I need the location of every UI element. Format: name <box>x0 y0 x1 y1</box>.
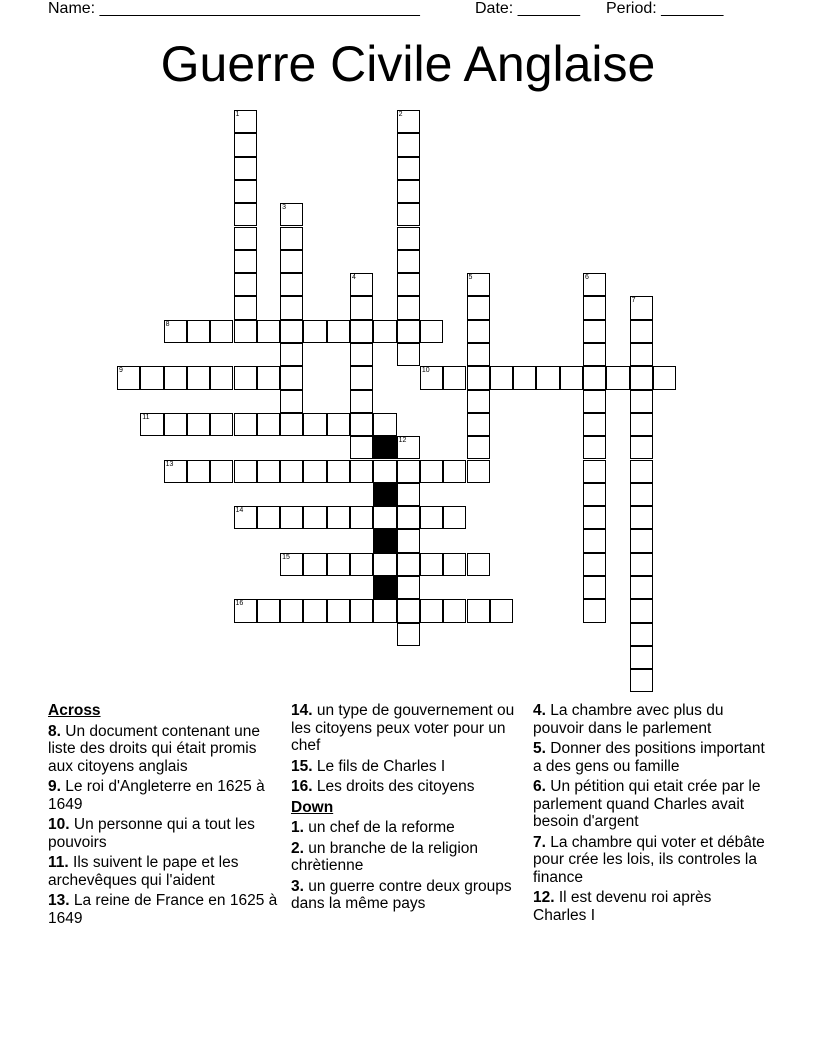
cell-number: 14 <box>235 507 244 515</box>
clue-number: 5. <box>533 740 546 757</box>
crossword-cell[interactable] <box>630 553 653 576</box>
crossword-cell[interactable] <box>630 646 653 669</box>
crossword-black-cell <box>373 529 396 552</box>
crossword-cell[interactable] <box>350 320 373 343</box>
crossword-cell[interactable] <box>583 366 606 389</box>
crossword-cell[interactable] <box>234 273 257 296</box>
clue-text: Ils suivent le pape et les archevêques qui l'aident <box>48 854 239 889</box>
crossword-cell[interactable] <box>234 320 257 343</box>
crossword-cell[interactable] <box>164 366 187 389</box>
crossword-cell[interactable] <box>373 506 396 529</box>
cell-number: 12 <box>398 437 407 445</box>
crossword-cell[interactable] <box>467 436 490 459</box>
crossword-cell[interactable] <box>350 436 373 459</box>
crossword-cell[interactable] <box>420 320 443 343</box>
clue-across-14 <box>291 702 523 755</box>
crossword-cell[interactable] <box>303 553 326 576</box>
crossword-cell[interactable] <box>583 483 606 506</box>
crossword-cell[interactable] <box>443 553 466 576</box>
crossword-cell[interactable] <box>350 553 373 576</box>
clues-column-3 <box>533 702 765 927</box>
crossword-cell[interactable] <box>187 413 210 436</box>
crossword-cell[interactable] <box>560 366 583 389</box>
cell-number: 16 <box>235 600 244 608</box>
clue-number: 13. <box>48 892 70 909</box>
crossword-cell[interactable] <box>630 506 653 529</box>
crossword-black-cell <box>373 483 396 506</box>
crossword-cell[interactable] <box>280 460 303 483</box>
crossword-cell[interactable] <box>397 529 420 552</box>
clue-text: La chambre qui voter et débâte pour crée les lois, ils controles la finance <box>533 833 765 886</box>
clue-text: un chef de la reforme <box>308 819 455 836</box>
crossword-cell[interactable] <box>583 529 606 552</box>
crossword-cell[interactable] <box>397 133 420 156</box>
clues-column-1 <box>48 702 280 930</box>
crossword-cell[interactable] <box>397 623 420 646</box>
clue-number: 8. <box>48 722 61 740</box>
crossword-cell[interactable] <box>257 366 280 389</box>
clue-text: Donner des positions important a des gens ou famille <box>533 740 765 775</box>
crossword-cell[interactable] <box>583 506 606 529</box>
crossword-cell[interactable] <box>234 227 257 250</box>
crossword-cell[interactable] <box>234 296 257 319</box>
clue-text: un type de gouvernement ou les citoyens peux voter pour un chef <box>291 702 515 754</box>
crossword-cell[interactable] <box>397 320 420 343</box>
clue-text: Il est devenu roi après Charles I <box>533 889 712 924</box>
crossword-cell[interactable] <box>327 460 350 483</box>
crossword-cell[interactable] <box>583 343 606 366</box>
clue-across-11 <box>48 854 280 889</box>
crossword-cell[interactable] <box>234 110 257 133</box>
crossword-cell[interactable] <box>583 599 606 622</box>
crossword-cell[interactable] <box>583 390 606 413</box>
crossword-cell[interactable] <box>327 553 350 576</box>
clue-down-2 <box>291 840 523 875</box>
crossword-cell[interactable] <box>373 320 396 343</box>
crossword-cell[interactable] <box>397 273 420 296</box>
clue-number: 11. <box>48 854 69 871</box>
crossword-cell[interactable] <box>373 599 396 622</box>
clue-down-3 <box>291 878 523 913</box>
crossword-cell[interactable] <box>327 320 350 343</box>
crossword-cell[interactable] <box>467 320 490 343</box>
crossword-cell[interactable] <box>187 366 210 389</box>
page-title: Guerre Civile Anglaise <box>160 36 656 92</box>
clue-text: Un pétition qui etait crée par le parlement quand Charles avait besoin d'argent <box>533 778 761 830</box>
crossword-cell[interactable] <box>397 506 420 529</box>
clue-down-7 <box>533 834 765 887</box>
period-field[interactable]: Period: _______ <box>606 0 724 17</box>
crossword-cell[interactable] <box>397 203 420 226</box>
crossword-cell[interactable] <box>257 320 280 343</box>
crossword-cell[interactable] <box>397 599 420 622</box>
crossword-cell[interactable] <box>630 320 653 343</box>
crossword-cell[interactable] <box>397 157 420 180</box>
crossword-cell[interactable] <box>397 110 420 133</box>
clue-number: 15. <box>291 757 313 775</box>
crossword-cell[interactable] <box>420 366 443 389</box>
crossword-cell[interactable] <box>257 460 280 483</box>
clue-number: 10. <box>48 816 70 833</box>
clues-column-2 <box>291 702 523 916</box>
clue-across-9 <box>48 778 280 813</box>
clue-number: 9. <box>48 778 61 795</box>
crossword-cell[interactable] <box>467 413 490 436</box>
clue-number: 6. <box>533 778 546 795</box>
clue-number: 16. <box>291 778 313 795</box>
crossword-cell[interactable] <box>583 296 606 319</box>
crossword-cell[interactable] <box>513 366 536 389</box>
crossword-cell[interactable] <box>397 436 420 459</box>
crossword-cell[interactable] <box>490 599 513 622</box>
crossword-cell[interactable] <box>630 296 653 319</box>
crossword-cell[interactable] <box>397 296 420 319</box>
crossword-cell[interactable] <box>536 366 559 389</box>
crossword-cell[interactable] <box>140 413 163 436</box>
crossword-cell[interactable] <box>467 599 490 622</box>
cell-number: 2 <box>398 111 403 118</box>
crossword-cell[interactable] <box>467 296 490 319</box>
clue-text: La chambre avec plus du pouvoir dans le parlement <box>533 702 724 737</box>
clues-section <box>0 700 816 1040</box>
crossword-cell[interactable] <box>583 320 606 343</box>
crossword-cell[interactable] <box>210 413 233 436</box>
crossword-cell[interactable] <box>257 599 280 622</box>
crossword-cell[interactable] <box>234 180 257 203</box>
crossword-cell[interactable] <box>630 366 653 389</box>
crossword-cell[interactable] <box>467 460 490 483</box>
crossword-cell[interactable] <box>397 576 420 599</box>
cell-number: 6 <box>585 274 589 282</box>
crossword-cell[interactable] <box>420 460 443 483</box>
crossword-cell[interactable] <box>467 366 490 389</box>
clue-number: 4. <box>533 702 546 719</box>
clue-text: La reine de France en 1625 à 1649 <box>48 892 278 927</box>
crossword-cell[interactable] <box>350 296 373 319</box>
crossword-cell[interactable] <box>234 203 257 226</box>
clue-down-1 <box>291 819 523 837</box>
crossword-cell[interactable] <box>164 320 187 343</box>
clue-across-16 <box>291 778 523 796</box>
clue-text: Le roi d'Angleterre en 1625 à 1649 <box>48 778 265 813</box>
crossword-cell[interactable] <box>280 227 303 250</box>
crossword-cell[interactable] <box>280 599 303 622</box>
crossword-cell[interactable] <box>280 553 303 576</box>
crossword-cell[interactable] <box>420 599 443 622</box>
clue-text: un branche de la religion chrètienne <box>291 839 479 874</box>
cell-number: 10 <box>421 367 430 375</box>
clue-across-13 <box>48 892 280 927</box>
crossword-cell[interactable] <box>350 343 373 366</box>
crossword-cell[interactable] <box>350 366 373 389</box>
crossword-cell[interactable] <box>373 553 396 576</box>
crossword-cell[interactable] <box>117 366 140 389</box>
crossword-cell[interactable] <box>280 343 303 366</box>
crossword-cell[interactable] <box>583 413 606 436</box>
crossword-cell[interactable] <box>210 366 233 389</box>
clue-number: 2. <box>291 839 304 857</box>
crossword-cell[interactable] <box>583 273 606 296</box>
crossword-cell[interactable] <box>583 436 606 459</box>
crossword-cell[interactable] <box>187 460 210 483</box>
crossword-cell[interactable] <box>467 343 490 366</box>
crossword-cell[interactable] <box>630 669 653 692</box>
clue-number: 7. <box>533 833 546 851</box>
crossword-cell[interactable] <box>164 413 187 436</box>
crossword-cell[interactable] <box>630 436 653 459</box>
crossword-cell[interactable] <box>350 413 373 436</box>
crossword-cell[interactable] <box>397 343 420 366</box>
crossword-cell[interactable] <box>350 390 373 413</box>
cell-number: 9 <box>119 367 123 375</box>
crossword-cell[interactable] <box>280 320 303 343</box>
crossword-cell[interactable] <box>443 366 466 389</box>
crossword-cell[interactable] <box>443 599 466 622</box>
crossword-cell[interactable] <box>210 320 233 343</box>
cell-number: 1 <box>235 111 240 118</box>
crossword-cell[interactable] <box>630 599 653 622</box>
crossword-cell[interactable] <box>303 413 326 436</box>
crossword-cell[interactable] <box>234 460 257 483</box>
clue-across-10 <box>48 816 280 851</box>
clue-number: 3. <box>291 877 304 895</box>
crossword-cell[interactable] <box>257 413 280 436</box>
clue-number: 1. <box>291 819 304 836</box>
crossword-cell[interactable] <box>327 506 350 529</box>
crossword-cell[interactable] <box>443 506 466 529</box>
clue-text: Un personne qui a tout les pouvoirs <box>48 816 255 851</box>
cell-number: 3 <box>282 204 286 212</box>
crossword-cell[interactable] <box>397 180 420 203</box>
clue-text: Les droits des citoyens <box>316 778 475 795</box>
crossword-cell[interactable] <box>420 506 443 529</box>
crossword-cell[interactable] <box>303 599 326 622</box>
crossword-cell[interactable] <box>653 366 676 389</box>
crossword-cell[interactable] <box>327 413 350 436</box>
crossword-cell[interactable] <box>280 203 303 226</box>
crossword-cell[interactable] <box>234 599 257 622</box>
crossword-cell[interactable] <box>234 133 257 156</box>
crossword-cell[interactable] <box>397 460 420 483</box>
clue-across-15 <box>291 758 523 776</box>
crossword-cell[interactable] <box>303 506 326 529</box>
crossword-cell[interactable] <box>490 366 513 389</box>
crossword-cell[interactable] <box>234 506 257 529</box>
cell-number: 11 <box>142 413 150 421</box>
cell-number: 7 <box>631 297 636 305</box>
crossword-cell[interactable] <box>373 413 396 436</box>
clue-down-4 <box>533 702 765 737</box>
crossword-cell[interactable] <box>280 296 303 319</box>
crossword-cell[interactable] <box>164 460 187 483</box>
crossword-cell[interactable] <box>234 250 257 273</box>
crossword-cell[interactable] <box>630 460 653 483</box>
crossword-cell[interactable] <box>630 529 653 552</box>
clue-number: 14. <box>291 702 313 719</box>
crossword-black-cell <box>373 576 396 599</box>
down-heading: Down <box>291 798 334 816</box>
crossword-cell[interactable] <box>630 623 653 646</box>
crossword-cell[interactable] <box>397 250 420 273</box>
crossword-black-cell <box>373 436 396 459</box>
crossword-cell[interactable] <box>327 599 350 622</box>
crossword-cell[interactable] <box>467 390 490 413</box>
clue-down-5 <box>533 740 765 775</box>
across-heading: Across <box>48 702 101 719</box>
cell-number: 5 <box>468 274 473 282</box>
crossword-cell[interactable] <box>234 366 257 389</box>
cell-number: 15 <box>282 553 290 561</box>
crossword-cell[interactable] <box>397 227 420 250</box>
crossword-cell[interactable] <box>303 460 326 483</box>
crossword-cell[interactable] <box>630 413 653 436</box>
crossword-cell[interactable] <box>350 460 373 483</box>
crossword-cell[interactable] <box>467 273 490 296</box>
cell-number: 13 <box>165 460 174 468</box>
crossword-cell[interactable] <box>234 157 257 180</box>
clue-text: Le fils de Charles I <box>316 757 446 775</box>
crossword-cell[interactable] <box>280 250 303 273</box>
crossword-cell[interactable] <box>280 366 303 389</box>
crossword-cell[interactable] <box>350 273 373 296</box>
crossword-cell[interactable] <box>606 366 629 389</box>
cell-number: 4 <box>352 274 356 282</box>
crossword-cell[interactable] <box>443 460 466 483</box>
date-field[interactable]: Date: _______ <box>475 0 580 17</box>
crossword-cell[interactable] <box>350 506 373 529</box>
crossword-cell[interactable] <box>280 390 303 413</box>
crossword-cell[interactable] <box>467 553 490 576</box>
crossword-cell[interactable] <box>630 576 653 599</box>
name-field[interactable]: Name: ____________________________________ <box>48 0 420 17</box>
cell-number: 8 <box>165 320 170 328</box>
crossword-cell[interactable] <box>583 553 606 576</box>
clue-down-12 <box>533 889 765 924</box>
crossword-cell[interactable] <box>140 366 163 389</box>
crossword-cell[interactable] <box>583 460 606 483</box>
crossword-cell[interactable] <box>630 483 653 506</box>
crossword-cell[interactable] <box>397 483 420 506</box>
crossword-cell[interactable] <box>350 599 373 622</box>
clue-down-6 <box>533 778 765 831</box>
clue-text: un guerre contre deux groups dans la même pays <box>291 877 512 912</box>
crossword-cell[interactable] <box>397 553 420 576</box>
crossword-cell[interactable] <box>257 506 280 529</box>
clue-across-8 <box>48 723 280 776</box>
crossword-cell[interactable] <box>280 506 303 529</box>
crossword-cell[interactable] <box>630 390 653 413</box>
crossword-cell[interactable] <box>583 576 606 599</box>
clue-number: 12. <box>533 889 555 906</box>
crossword-cell[interactable] <box>234 413 257 436</box>
crossword-cell[interactable] <box>280 273 303 296</box>
crossword-cell[interactable] <box>210 460 233 483</box>
crossword-cell[interactable] <box>373 460 396 483</box>
crossword-cell[interactable] <box>280 413 303 436</box>
crossword-cell[interactable] <box>630 343 653 366</box>
crossword-cell[interactable] <box>420 553 443 576</box>
crossword-cell[interactable] <box>187 320 210 343</box>
clue-text: Un document contenant une liste des droits qui était promis aux citoyens anglais <box>48 722 260 775</box>
crossword-cell[interactable] <box>303 320 326 343</box>
